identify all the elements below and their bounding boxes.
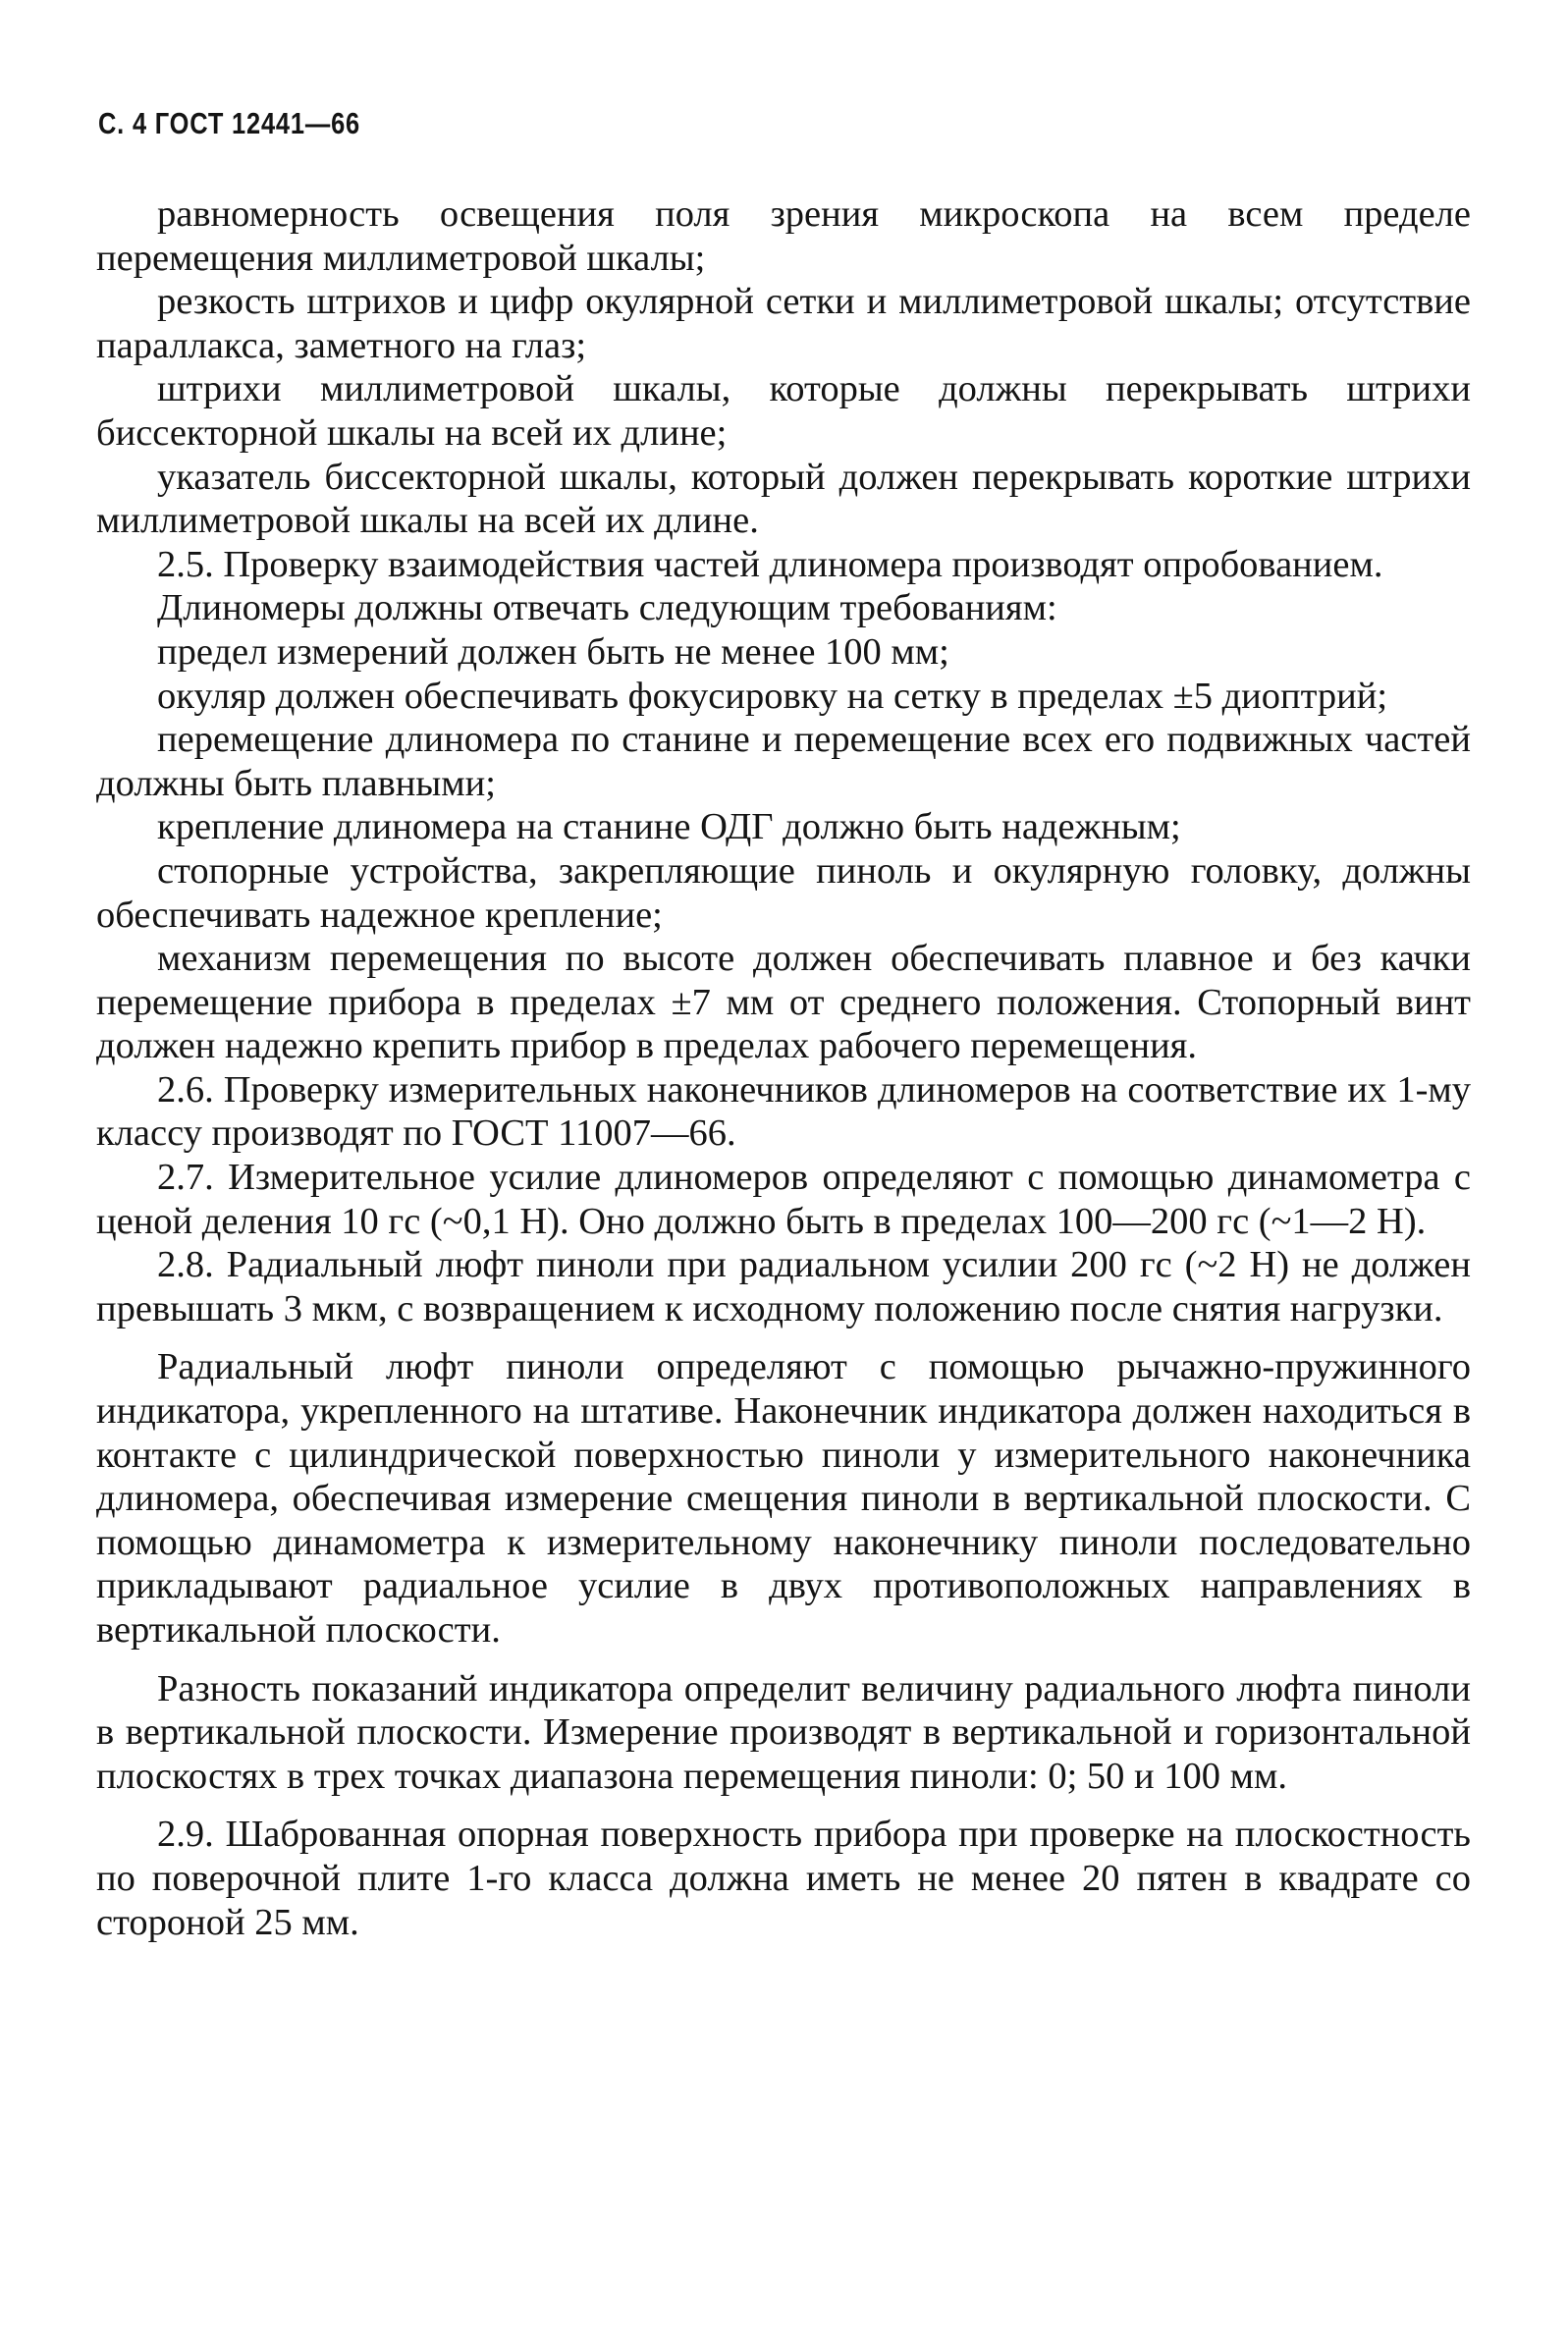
paragraph-locking-devices: стопорные устройства, закрепляющие пиноль и окулярную головку, должны обеспечивать надежное крепление;: [96, 849, 1471, 936]
paragraph-2-7: 2.7. Измерительное усилие длиномеров определяют с помощью динамометра с ценой деления 10 гс (~0,1 Н). Оно должно быть в пределах 100—200 гс (~1—2 Н).: [96, 1157, 1471, 1242]
paragraph-2-9: 2.9. Шаброванная опорная поверхность прибора при проверке на плоскостность по поверочной плите 1-го класса должна иметь не менее 20 пятен в квадрате со стороной 25 мм.: [96, 1814, 1471, 1943]
paragraph-2-8: 2.8. Радиальный люфт пиноли при радиальном усилии 200 гс (~2 Н) не должен превышать 3 мкм, с возвращением к исходному положению после снятия нагрузки.: [96, 1244, 1471, 1329]
page-header: С. 4 ГОСТ 12441—66: [98, 106, 360, 140]
paragraph-requirements-intro: Длиномеры должны отвечать следующим требованиям:: [157, 587, 1057, 629]
paragraph-indicator-difference: Разность показаний индикатора определит величину радиального люфта пиноли в вертикальной плоскости. Измерение производят в вертикальной и горизонтальной плоскостях в трех точках диапазона перемещения пиноли: 0; 50 и 100 мм.: [96, 1667, 1471, 1797]
paragraph-mounting: крепление длиномера на станине ОДГ должно быть надежным;: [157, 806, 1181, 848]
paragraph-height-mechanism: механизм перемещения по высоте должен обеспечивать плавное и без качки перемещение прибора в пределах ±7 мм от среднего положения. Стопорный винт должен надежно крепить прибор в пределах рабочего перемещения.: [96, 938, 1471, 1067]
paragraph-illumination: равномерность освещения поля зрения микроскопа на всем пределе перемещения миллиметровой шкалы;: [96, 193, 1471, 279]
paragraph-eyepiece-focus: окуляр должен обеспечивать фокусировку на сетку в пределах ±5 диоптрий;: [157, 675, 1388, 717]
paragraph-radial-play-method: Радиальный люфт пиноли определяют с помощью рычажно-пружинного индикатора, укрепленного на штативе. Наконечник индикатора должен находиться в контакте с цилиндрической поверхностью пиноли у измерительного наконечника длиномера, обеспечивая измерение смещения пиноли в вертикальной плоскости. С помощью динамометра к измерительному наконечнику пиноли последовательно прикладывают радиальное усилие в двух противоположных направлениях в вертикальной плоскости.: [96, 1346, 1471, 1651]
paragraph-2-6: 2.6. Проверку измерительных наконечников длиномеров на соответствие их 1-му классу производят по ГОСТ 11007—66.: [96, 1068, 1471, 1155]
paragraph-smooth-movement: перемещение длиномера по станине и перемещение всех его подвижных частей должны быть плавными;: [96, 719, 1471, 804]
paragraph-bisector-pointer: указатель биссекторной шкалы, который должен перекрывать короткие штрихи миллиметровой шкалы на всей их длине.: [96, 456, 1471, 542]
document-body: [96, 192, 1471, 1944]
paragraph-sharpness: резкость штрихов и цифр окулярной сетки и миллиметровой шкалы; отсутствие параллакса, заметного на глаз;: [96, 281, 1471, 366]
paragraph-2-5: 2.5. Проверку взаимодействия частей длиномера производят опробованием.: [157, 543, 1383, 585]
paragraph-measurement-limit: предел измерений должен быть не менее 100 мм;: [157, 630, 949, 673]
paragraph-mm-scale-strokes: штрихи миллиметровой шкалы, которые должны перекрывать штрихи биссекторной шкалы на всей их длине;: [96, 368, 1471, 454]
